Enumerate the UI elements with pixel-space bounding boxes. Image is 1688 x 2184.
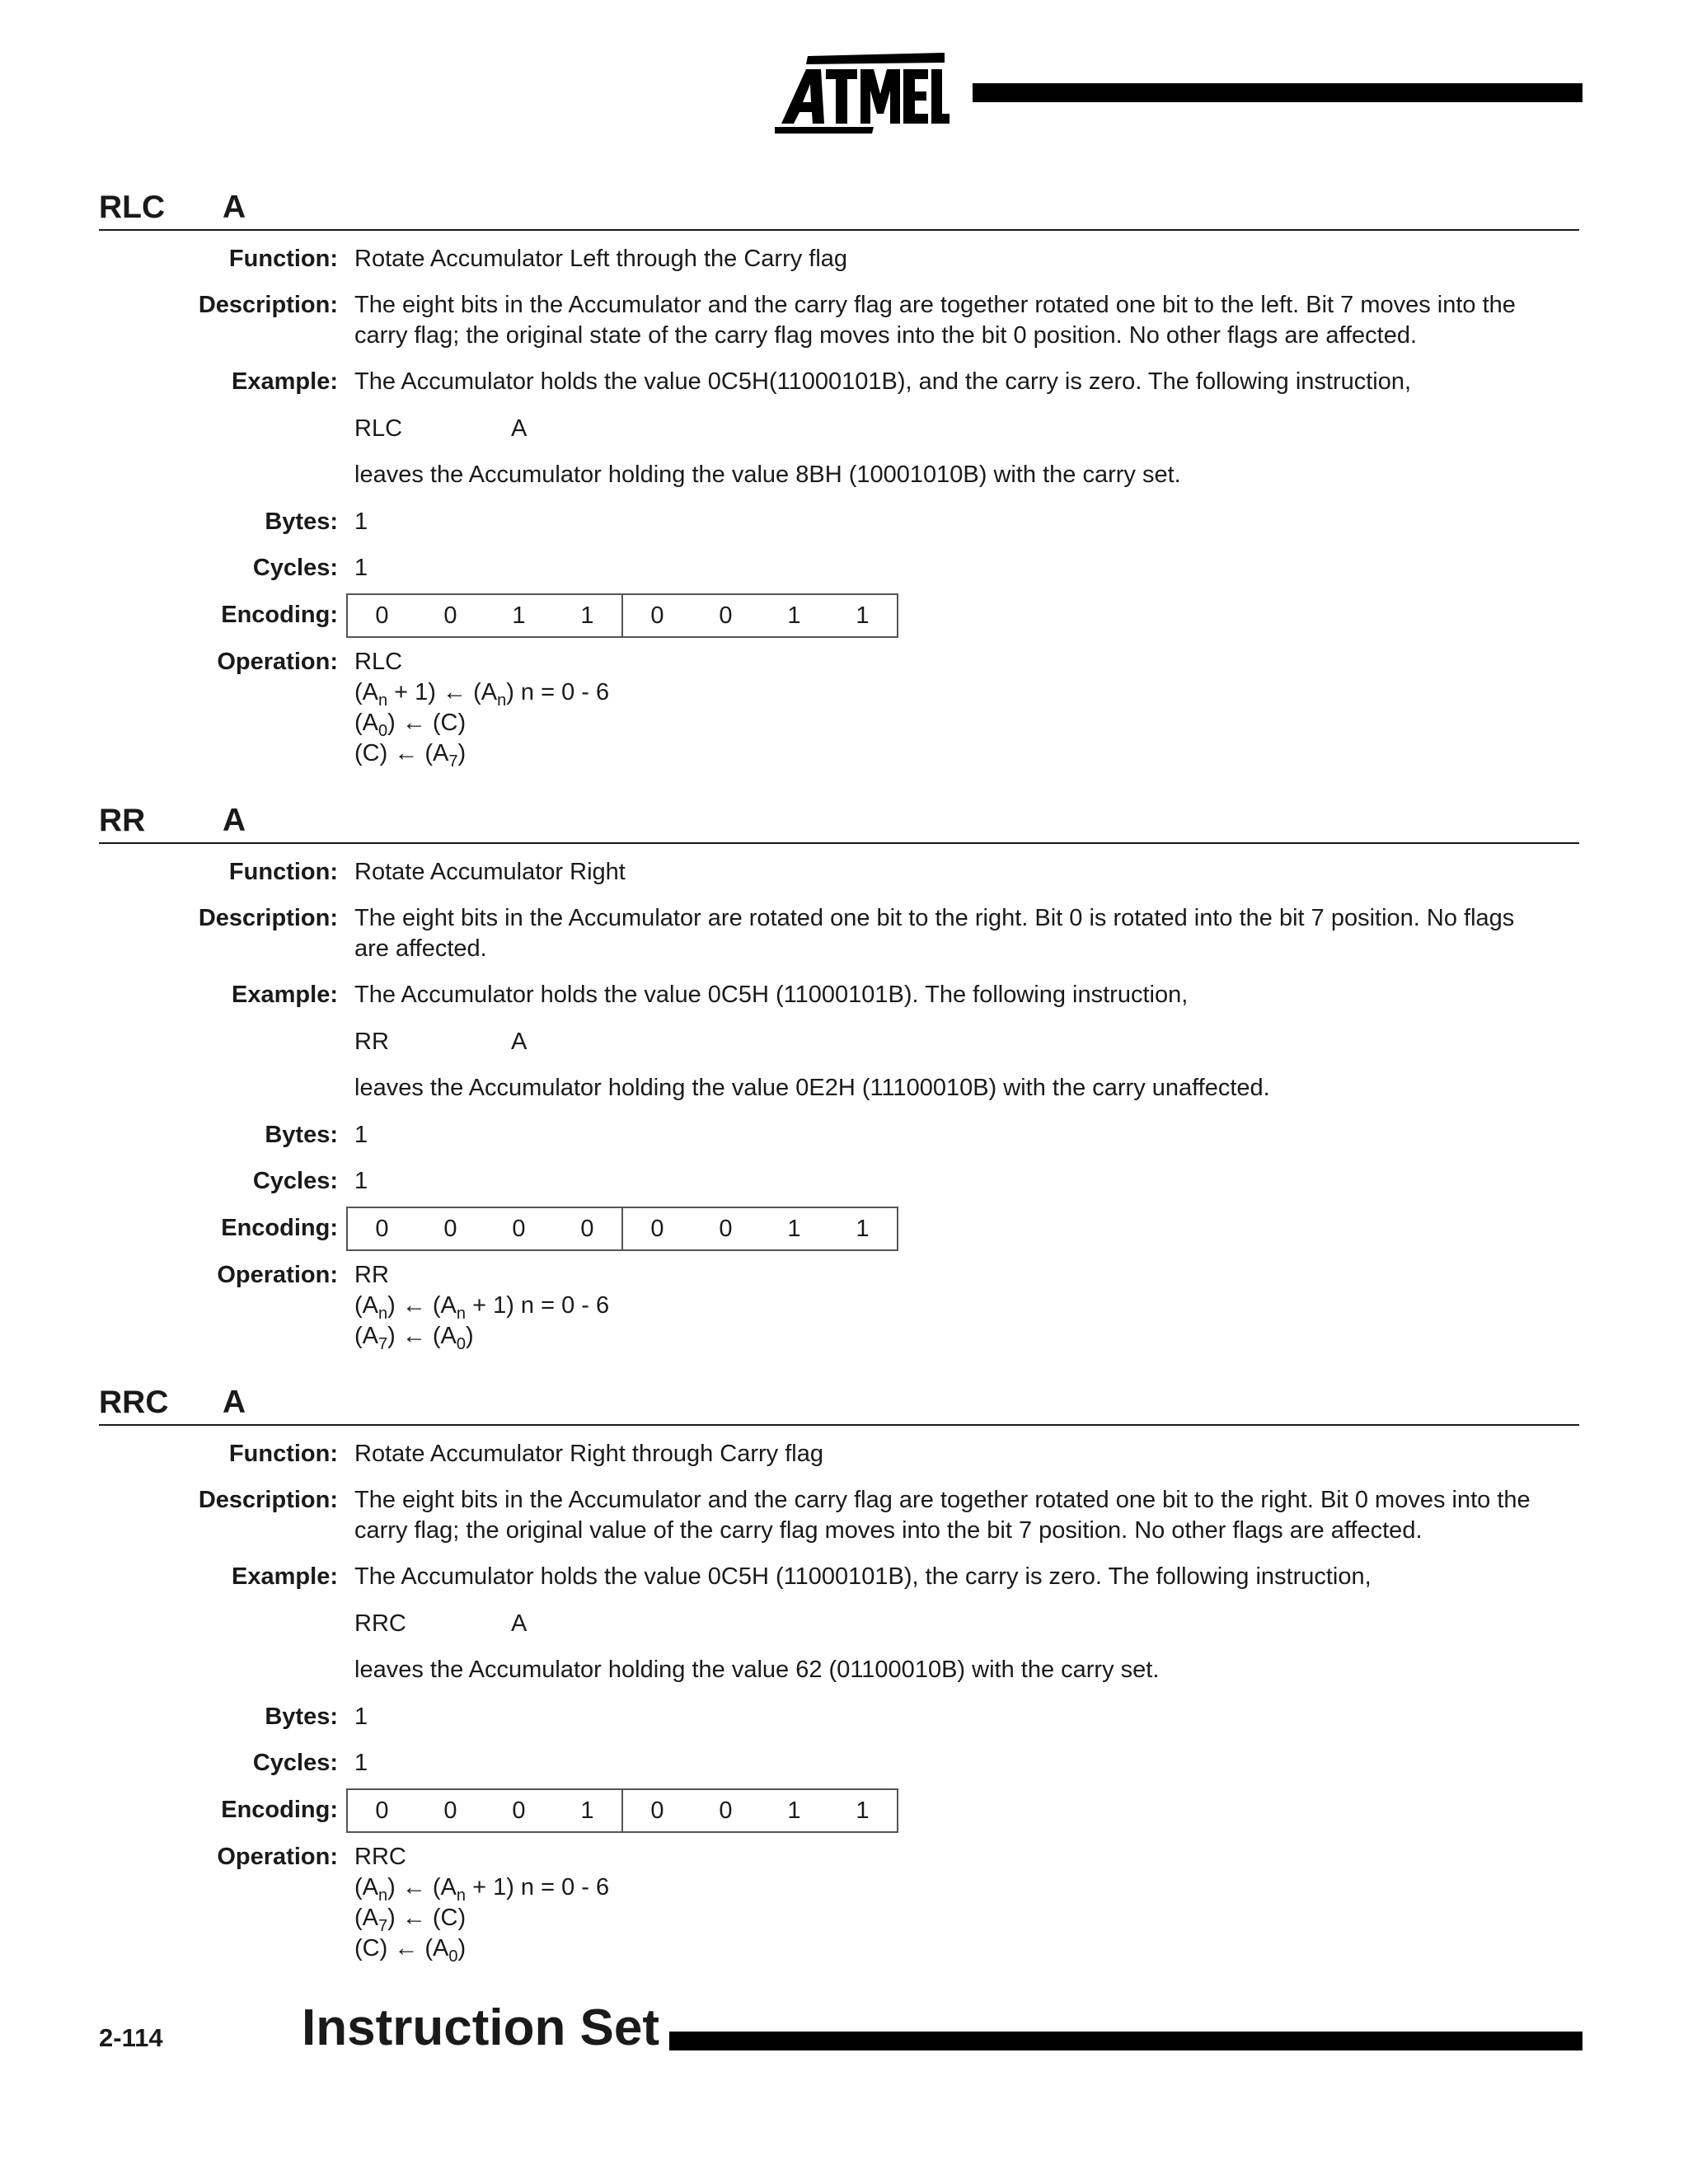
example-result: leaves the Accumulator holding the value 62 (01100010B) with the carry set.: [354, 1657, 1160, 1683]
encoding-bit: 0: [443, 1216, 457, 1242]
encoding-bit: 0: [580, 1216, 594, 1242]
operation-step: $(A_7)$ ← (C): [354, 1905, 467, 1935]
mnemonic-heading: RLC: [99, 190, 166, 225]
description-line: The eight bits in the Accumulator and the carry flag are together rotated one bit to the right. Bit 0 moves into the: [354, 1487, 1531, 1513]
encoding-bit: 0: [375, 602, 389, 629]
operation-label: Operation:: [217, 1262, 338, 1288]
operand-heading: A: [223, 803, 246, 838]
encoding-table: [346, 1788, 898, 1833]
operation-block: [354, 1842, 1673, 1964]
cycles-label: Cycles:: [252, 1750, 338, 1776]
atmel-logo: [775, 51, 950, 134]
example-label: Example:: [232, 982, 338, 1008]
encoding-bit: 1: [856, 1797, 870, 1824]
example-instruction: [354, 414, 1673, 444]
bytes-value: 1: [354, 1122, 368, 1148]
operation-step: $(A_n)$ ← $(A_n + 1) n = 0 - 6$: [354, 1874, 610, 1905]
example-label: Example:: [232, 368, 338, 395]
encoding-high-nibble: [346, 593, 623, 638]
encoding-bit: 0: [719, 1216, 733, 1242]
example-operand: A: [511, 1029, 528, 1055]
section-heading: [99, 799, 1579, 844]
encoding-high-nibble: [346, 1788, 623, 1833]
cycles-value: 1: [354, 555, 368, 581]
encoding-bit: 1: [787, 1216, 801, 1242]
encoding-low-nibble: [623, 1207, 898, 1251]
encoding-bit: 1: [856, 602, 870, 629]
mnemonic-heading: RR: [99, 803, 146, 838]
section-heading: [99, 1381, 1579, 1426]
encoding-label: Encoding:: [221, 602, 338, 628]
encoding-bit: 0: [512, 1216, 526, 1242]
example-text: The Accumulator holds the value 0C5H(11000101B), and the carry is zero. The following instruction,: [354, 368, 1412, 395]
operation-step: $(A_n)$ ← $(A_n + 1) n = 0 - 6$: [354, 1292, 610, 1323]
encoding-table: [346, 1207, 898, 1251]
example-mnemonic: RLC: [354, 415, 403, 442]
encoding-low-nibble: [623, 593, 898, 638]
example-instruction: [354, 1609, 1673, 1639]
example-result: leaves the Accumulator holding the value 8BH (10001010B) with the carry set.: [354, 462, 1181, 488]
operation-step: $(A_0)$ ← (C): [354, 710, 467, 740]
footer-rule: [669, 2032, 1582, 2050]
encoding-bit: 0: [443, 1797, 457, 1824]
encoding-bit: 0: [443, 602, 457, 629]
example-text: The Accumulator holds the value 0C5H (11000101B). The following instruction,: [354, 982, 1189, 1008]
encoding-bit: 0: [650, 1216, 664, 1242]
section-heading: [99, 186, 1579, 231]
example-instruction: [354, 1027, 1673, 1057]
bytes-value: 1: [354, 509, 368, 535]
description-line: are affected.: [354, 935, 487, 962]
encoding-bit: 1: [856, 1216, 870, 1242]
cycles-value: 1: [354, 1168, 368, 1194]
example-text: The Accumulator holds the value 0C5H (11000101B), the carry is zero. The following instruction,: [354, 1563, 1372, 1590]
description-label: Description:: [198, 292, 338, 318]
encoding-bit: 1: [787, 602, 801, 629]
encoding-bit: 0: [375, 1797, 389, 1824]
operation-name: RLC: [354, 649, 403, 675]
operation-step: (C) ← $(A_0)$: [354, 1935, 467, 1966]
encoding-bit: 1: [787, 1797, 801, 1824]
function-label: Function:: [228, 1441, 338, 1467]
operation-label: Operation:: [217, 649, 338, 675]
encoding-bit: 0: [375, 1216, 389, 1242]
example-mnemonic: RR: [354, 1029, 389, 1055]
operation-step: $(A_7)$ ← $(A_0)$: [354, 1323, 474, 1353]
function-label: Function:: [228, 859, 338, 885]
encoding-low-nibble: [623, 1788, 898, 1833]
cycles-label: Cycles:: [252, 555, 338, 581]
description-text: [354, 290, 1673, 351]
example-mnemonic: RRC: [354, 1610, 406, 1637]
instruction-section-rlc: [99, 186, 1579, 771]
description-line: carry flag; the original state of the carry flag moves into the bit 0 position. No other flags are affected.: [354, 322, 1418, 349]
function-text: Rotate Accumulator Right through Carry flag: [354, 1441, 823, 1467]
example-result: leaves the Accumulator holding the value 0E2H (11100010B) with the carry unaffected.: [354, 1075, 1270, 1101]
description-line: The eight bits in the Accumulator are rotated one bit to the right. Bit 0 is rotated into the bit 7 position. No flags: [354, 905, 1515, 931]
bytes-label: Bytes:: [265, 1704, 338, 1730]
description-label: Description:: [198, 1487, 338, 1513]
description-text: [354, 1485, 1673, 1546]
header-rule: [973, 83, 1582, 102]
mnemonic-heading: RRC: [99, 1385, 169, 1420]
encoding-bit: 0: [650, 602, 664, 629]
encoding-bit: 0: [650, 1797, 664, 1824]
encoding-bit: 1: [580, 1797, 594, 1824]
cycles-value: 1: [354, 1750, 368, 1776]
footer-title: Instruction Set: [302, 1999, 660, 2056]
operand-heading: A: [223, 190, 246, 225]
encoding-label: Encoding:: [221, 1215, 338, 1241]
description-line: The eight bits in the Accumulator and the carry flag are together rotated one bit to the left. Bit 7 moves into the: [354, 292, 1516, 318]
example-operand: A: [511, 1610, 528, 1637]
encoding-high-nibble: [346, 1207, 623, 1251]
encoding-label: Encoding:: [221, 1797, 338, 1823]
function-label: Function:: [228, 246, 338, 272]
function-text: Rotate Accumulator Left through the Carry flag: [354, 246, 848, 272]
operation-block: [354, 647, 1673, 769]
encoding-bit: 0: [719, 1797, 733, 1824]
example-label: Example:: [232, 1563, 338, 1590]
instruction-section-rrc: [99, 1381, 1579, 1966]
example-operand: A: [511, 415, 528, 442]
bytes-value: 1: [354, 1704, 368, 1730]
instruction-section-rr: [99, 799, 1579, 1353]
bytes-label: Bytes:: [265, 509, 338, 535]
operation-step: $(A_n + 1)$ ← $(A_n) n = 0 - 6$: [354, 679, 610, 710]
function-text: Rotate Accumulator Right: [354, 859, 626, 885]
operation-step: (C) ← $(A_7)$: [354, 740, 467, 771]
operation-name: RR: [354, 1262, 389, 1288]
encoding-bit: 0: [719, 602, 733, 629]
encoding-bit: 1: [512, 602, 526, 629]
encoding-bit: 1: [580, 602, 594, 629]
description-line: carry flag; the original value of the carry flag moves into the bit 7 position. No other flags are affected.: [354, 1517, 1423, 1544]
description-text: [354, 903, 1673, 964]
description-label: Description:: [198, 905, 338, 931]
encoding-bit: 0: [512, 1797, 526, 1824]
operand-heading: A: [223, 1385, 246, 1420]
page-number: 2-114: [99, 2023, 163, 2052]
operation-block: [354, 1260, 1673, 1352]
operation-label: Operation:: [217, 1844, 338, 1870]
encoding-table: [346, 593, 898, 638]
operation-name: RRC: [354, 1844, 406, 1870]
cycles-label: Cycles:: [252, 1168, 338, 1194]
bytes-label: Bytes:: [265, 1122, 338, 1148]
